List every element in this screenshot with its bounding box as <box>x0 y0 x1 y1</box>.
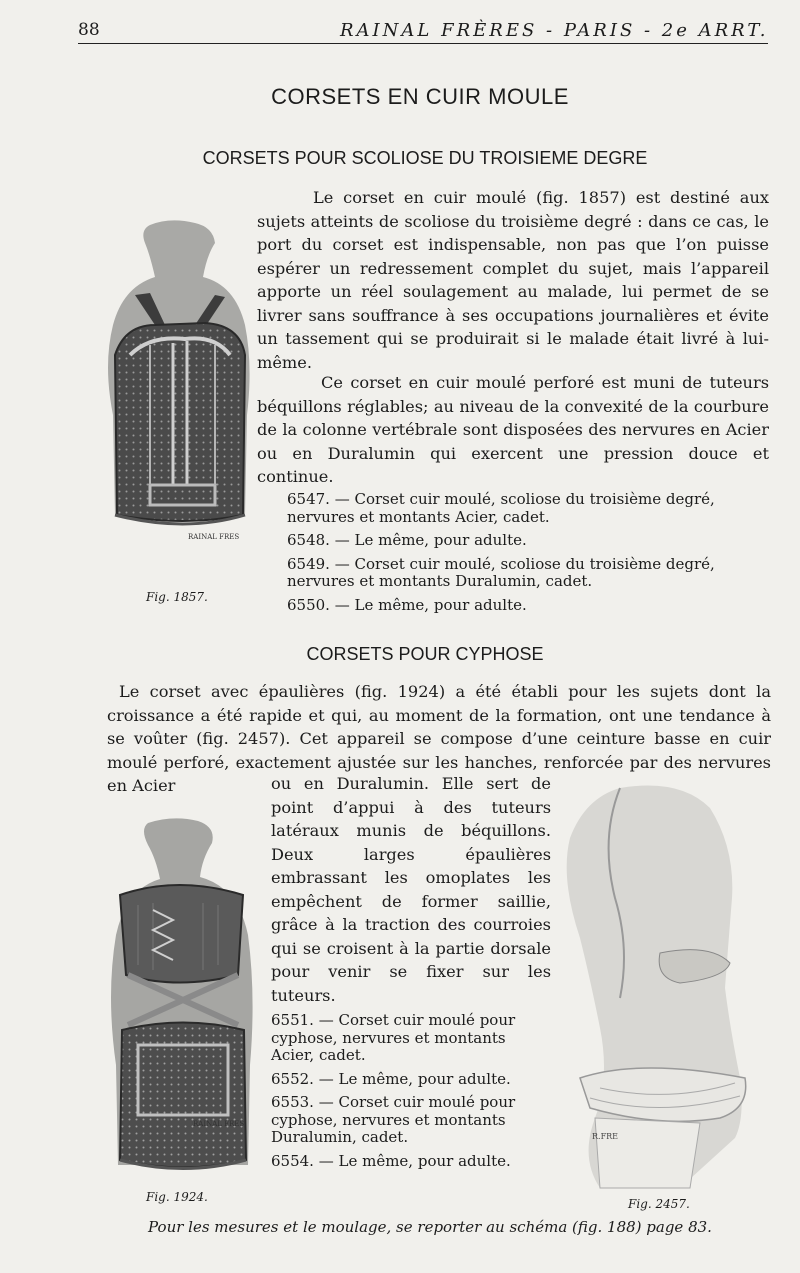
figure-1857-mark: RAINAL FRES <box>188 533 240 541</box>
list-item <box>287 532 771 550</box>
running-title: RAINAL FRÈRES - PARIS - 2e ARRT. <box>340 20 769 41</box>
item-text: Le même, pour adulte. <box>354 531 527 549</box>
list-item <box>271 1094 551 1147</box>
page-title: CORSETS EN CUIR MOULE <box>271 84 569 109</box>
cyphose-paragraph-1: Le corset avec épaulières (fig. 1924) a été établi pour les sujets dont la croissance a été rapide et qui, au moment de la formation, ont une tendance à se voûter (fig. 2457). Cet appareil se compose d’une ceinture basse en cuir moulé perforé, exactement ajustée sur les hanches, renforcée par des nervures en Acier <box>107 682 771 795</box>
figure-1857-caption: Fig. 1857. <box>146 590 208 604</box>
figure-1924-illustration <box>98 815 268 1185</box>
scoliose-paragraph-1: Le corset en cuir moulé (fig. 1857) est destiné aux sujets atteints de scoliose du troisième degré : dans ce cas, le port du corset est indispensable, non pas que l’on puisse espérer un redressement complet du sujet, mais l’appareil apporte un réel soulagement au malade, lui permet de se livrer sans souffrance à ses occupations journalières et évite un tassement qui se produirait si le malade était livré à lui-même. <box>257 188 769 372</box>
item-text: Le même, pour adulte. <box>338 1069 511 1088</box>
item-number: 6547. — <box>287 490 350 508</box>
item-number: 6552. — <box>271 1069 334 1088</box>
item-text: Le même, pour adulte. <box>338 1151 511 1170</box>
cyphose-paragraph-2: ou en Duralumin. Elle sert de point d’appui à des tuteurs latéraux munis de béquillons. Deux larges épaulières embrassant les omoplates les empêchent de former saillie, grâce à la traction des courroies qui se croisent à la partie dorsale pour venir se fixer sur les tuteurs. <box>271 774 551 1005</box>
item-number: 6553. — <box>271 1093 334 1111</box>
figure-2457-illustration <box>560 778 755 1198</box>
scoliose-item-list <box>287 491 771 620</box>
item-number: 6551. — <box>271 1011 334 1029</box>
page-number: 88 <box>78 20 100 40</box>
item-text: Corset cuir moulé, scoliose du troisième degré, nervures et montants Acier, cadet. <box>287 490 715 526</box>
list-item <box>287 491 771 526</box>
footnote: Pour les mesures et le moulage, se reporter au schéma (fig. 188) page 83. <box>148 1218 712 1236</box>
list-item <box>287 597 771 615</box>
section-heading-scoliose: CORSETS POUR SCOLIOSE DU TROISIEME DEGRE <box>202 148 648 168</box>
item-text: Le même, pour adulte. <box>354 595 527 614</box>
header-rule <box>78 43 768 44</box>
list-item <box>271 1071 551 1089</box>
list-item <box>287 556 771 591</box>
list-item <box>271 1012 551 1065</box>
scoliose-paragraph-2: Ce corset en cuir moulé perforé est muni de tuteurs béquillons réglables; au niveau de la convexité de la courbure de la colonne vertébrale sont disposées des nervures en Acier ou en Duralumin qui exercent une pression douce et continue. <box>257 373 769 486</box>
section-heading-cyphose: CORSETS POUR CYPHOSE <box>306 644 544 664</box>
item-text: Corset cuir moulé pour cyphose, nervures et montants Acier, cadet. <box>271 1011 516 1064</box>
item-number: 6550. — <box>287 595 350 614</box>
item-number: 6549. — <box>287 554 350 573</box>
figure-1924-caption: Fig. 1924. <box>146 1190 208 1204</box>
item-text: Corset cuir moulé pour cyphose, nervures et montants Duralumin, cadet. <box>271 1093 516 1146</box>
list-item <box>271 1153 551 1171</box>
item-text: Corset cuir moulé, scoliose du troisième degré, nervures et montants Duralumin, cadet. <box>287 554 715 590</box>
item-number: 6548. — <box>287 531 350 549</box>
figure-2457-caption: Fig. 2457. <box>628 1197 690 1211</box>
item-number: 6554. — <box>271 1151 334 1170</box>
cyphose-item-list <box>271 1012 551 1176</box>
figure-1857-illustration <box>95 215 275 545</box>
figure-2457-mark: R.FRE <box>592 1132 618 1141</box>
figure-1924-mark: RAINAL FRES <box>193 1120 245 1128</box>
